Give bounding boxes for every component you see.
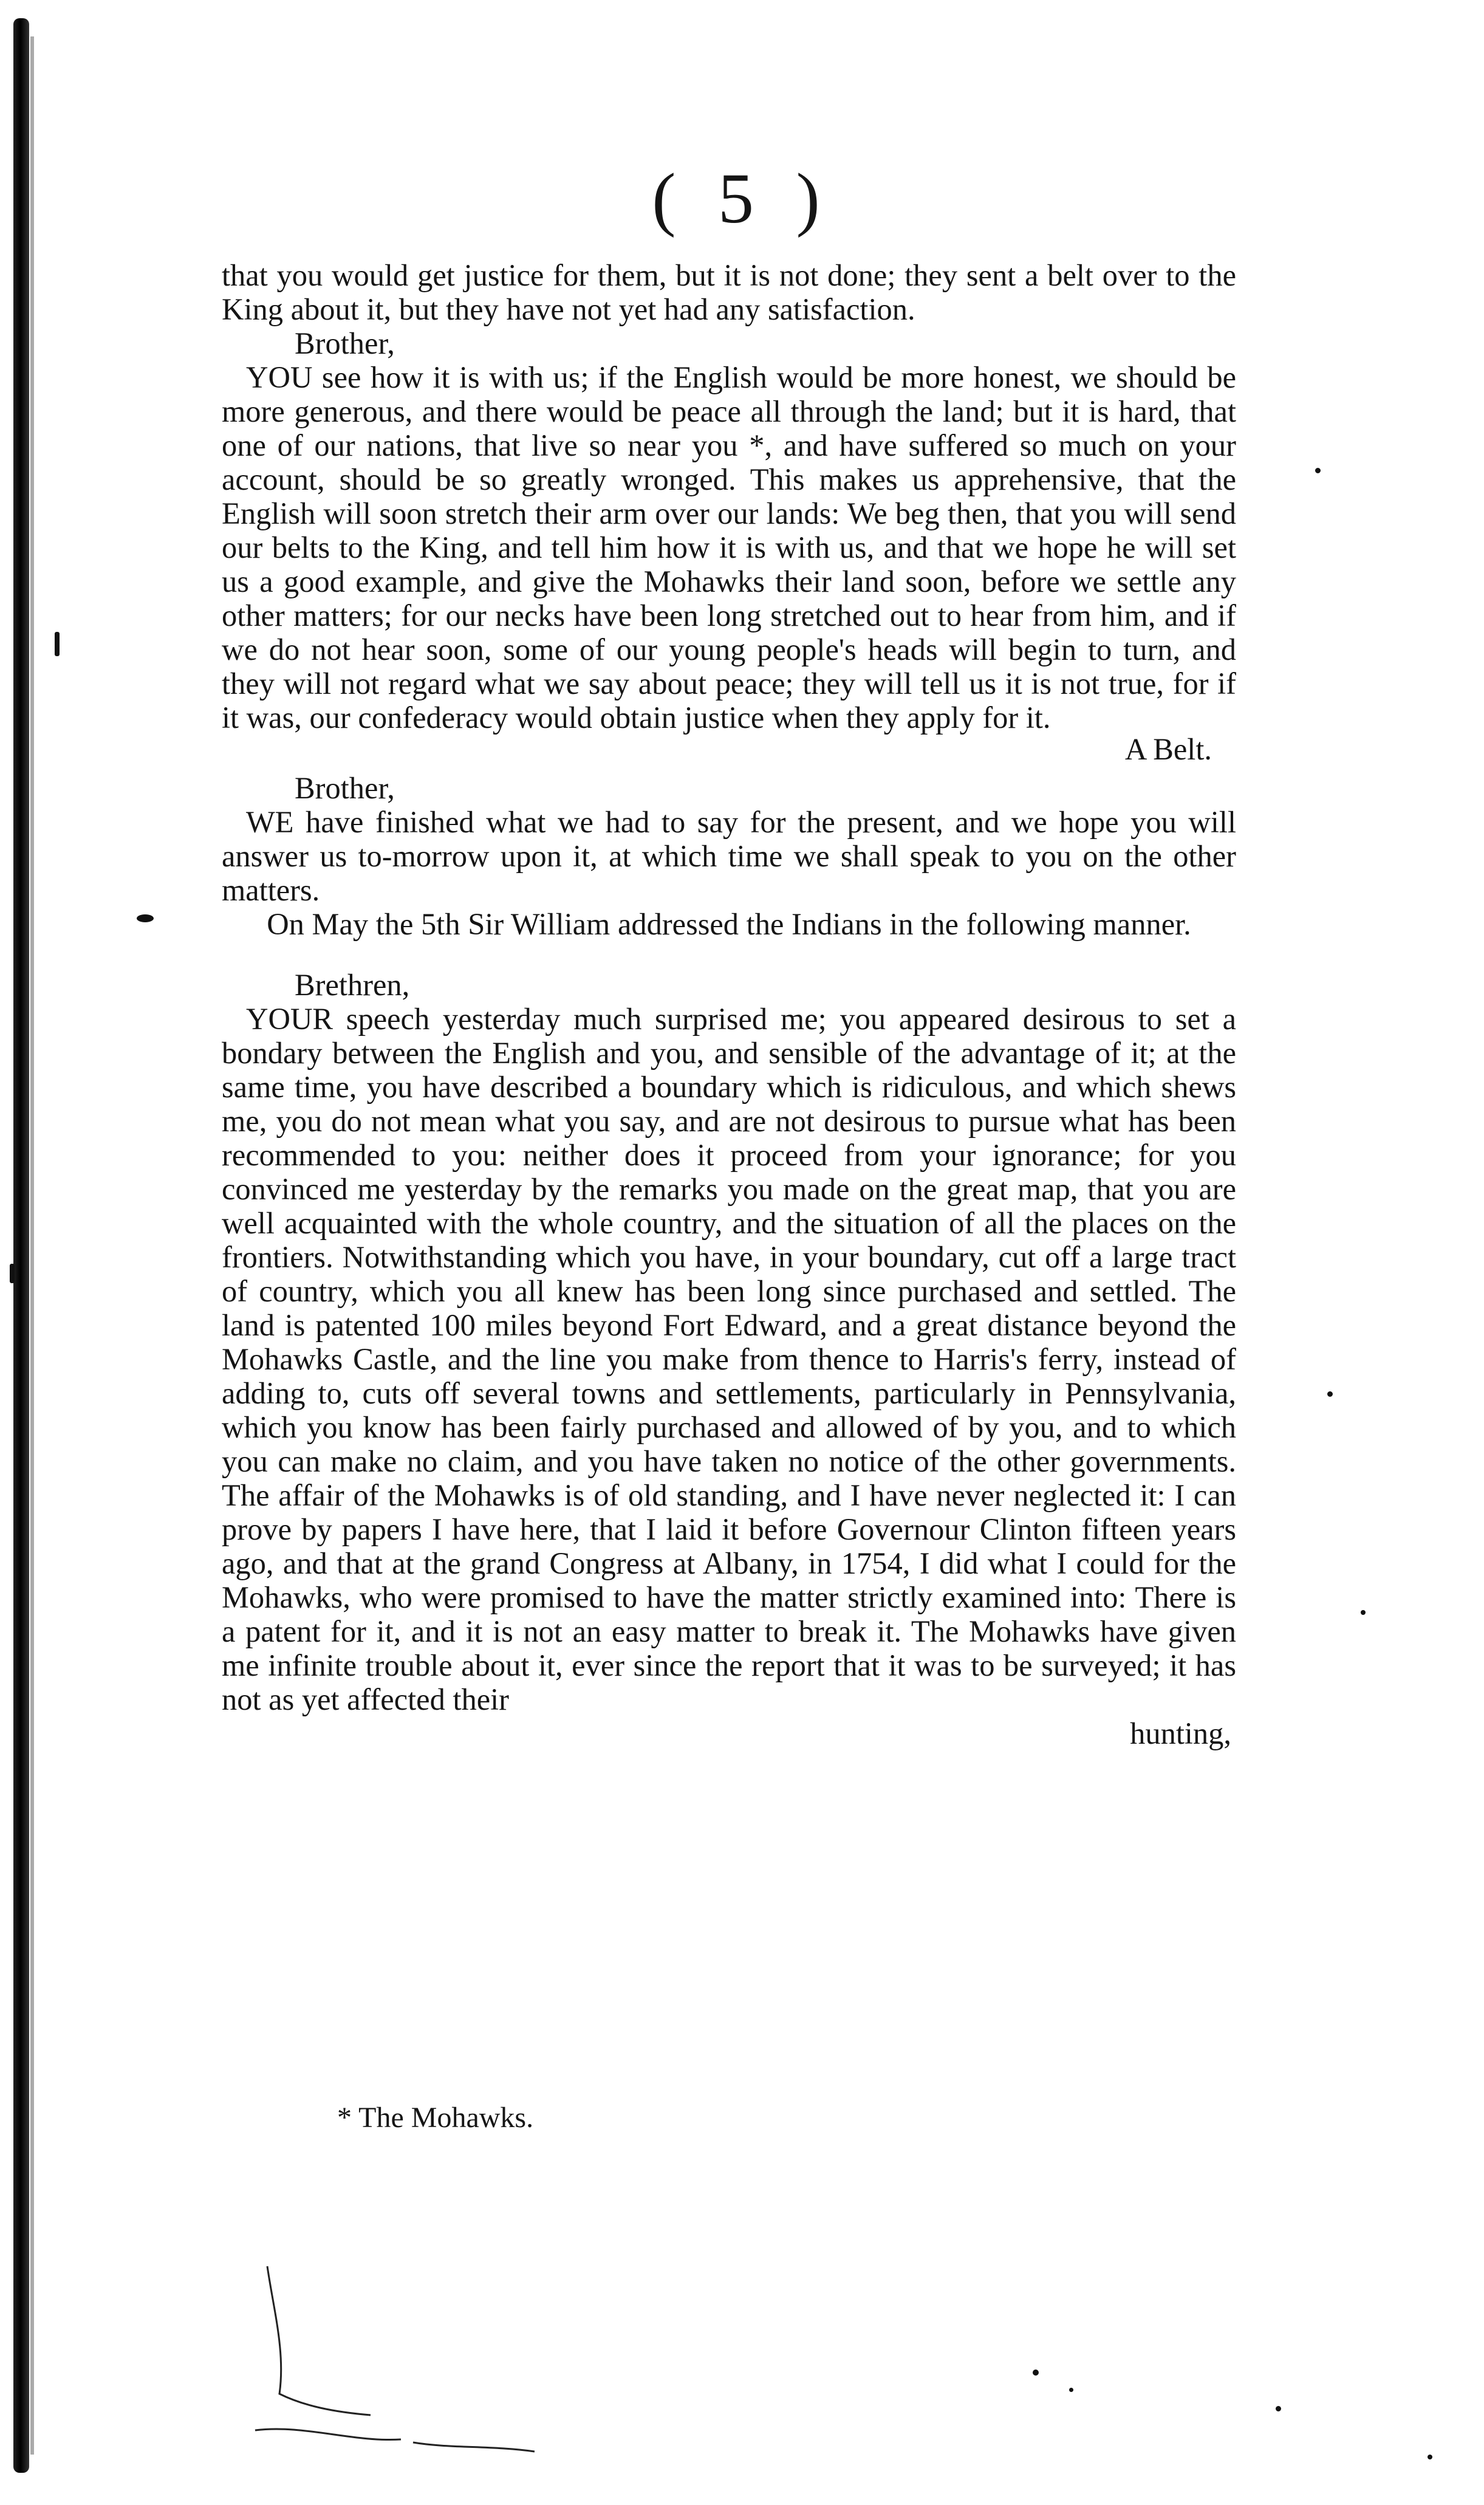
text-column (222, 258, 1236, 1750)
page-number: ( 5 ) (652, 159, 832, 238)
ink-speck (55, 632, 60, 656)
ink-speck (1033, 2370, 1039, 2376)
ink-speck (1428, 2455, 1432, 2459)
binding-edge (13, 18, 29, 2473)
paragraph-continuation: that you would get justice for them, but it is not done; they sent a belt over to the King about it, but they have not yet had any satisfaction. (222, 258, 1236, 326)
paragraph-may-5th: On May the 5th Sir William addressed the Indians in the following manner. (267, 907, 1191, 941)
ink-speck (1276, 2406, 1281, 2411)
ink-speck (1069, 2388, 1073, 2392)
ink-speck (10, 1264, 15, 1283)
ink-speck (137, 914, 154, 922)
paragraph-speech: YOU see how it is with us; if the English would be more honest, we should be more generous, and there would be peace all through the land; but it is hard, that one of our nations, that live so near you *, and have suffered so much on your account, should be so greatly wronged. This makes us apprehensive, that the English will soon stretch their arm over our lands: We beg then, that you will send our belts to the King, and tell him how it is with us, and that we hope he will set us a good example, and give the Mohawks their land soon, before we settle any other matters; for our necks have been long stretched out to hear from him, and if we do not hear soon, some of our young people's heads will begin to turn, and they will not regard what we say about peace; they will tell us it is not true, for if it was, our confederacy would obtain justice when they apply for it. (222, 360, 1236, 735)
ink-speck (1361, 1610, 1366, 1615)
salutation-brother-1: Brother, (295, 326, 395, 360)
ink-speck (1315, 468, 1321, 473)
catchword: hunting, (1130, 1716, 1231, 1750)
pen-scribble (231, 2260, 595, 2467)
binding-shadow (30, 36, 34, 2455)
paragraph-finished: WE have finished what we had to say for the present, and we hope you will answer us to-morrow upon it, at which time we shall speak to you on the other matters. (222, 805, 1236, 907)
ink-speck (1327, 1391, 1333, 1397)
belt-note: A Belt. (1124, 732, 1212, 766)
spacer (222, 941, 1236, 968)
salutation-brother-2: Brother, (295, 771, 395, 805)
salutation-brethren: Brethren, (295, 968, 410, 1002)
paragraph-reply: YOUR speech yesterday much surprised me; you appeared desirous to set a bondary between the English and you, and sensible of the advantage of it; at the same time, you have described a boundary which is ridiculous, and which shews me, you do not mean what you say, and are not desirous to pursue what has been recommended to you: neither does it proceed from your ignorance; for you convinced me yesterday by the remarks you made on the great map, that you are well acquainted with the whole country, and the situation of all the places on the frontiers. Notwithstanding which you have, in your boundary, cut off a large tract of country, which you all knew has been long since purchased and settled. The land is patented 100 miles beyond Fort Edward, and a great distance beyond the Mohawks Castle, and the line you make from thence to Harris's ferry, instead of adding to, cuts off several towns and settlements, particularly in Pennsylvania, which you know has been fairly purchased and allowed of by you, and to which you can make no claim, and you have taken no notice of the other governments. The affair of the Mohawks is of old standing, and I have never neglected it: I can prove by papers I have here, that I laid it before Governour Clinton fifteen years ago, and that at the grand Congress at Albany, in 1754, I did what I could for the Mohawks, who were promised to have the matter strictly examined into: There is a patent for it, and it is not an easy matter to break it. The Mohawks have given me infinite trouble about it, ever since the report that it was to be surveyed; it has not as yet affected their (222, 1002, 1236, 1716)
footnote: * The Mohawks. (337, 2102, 534, 2134)
